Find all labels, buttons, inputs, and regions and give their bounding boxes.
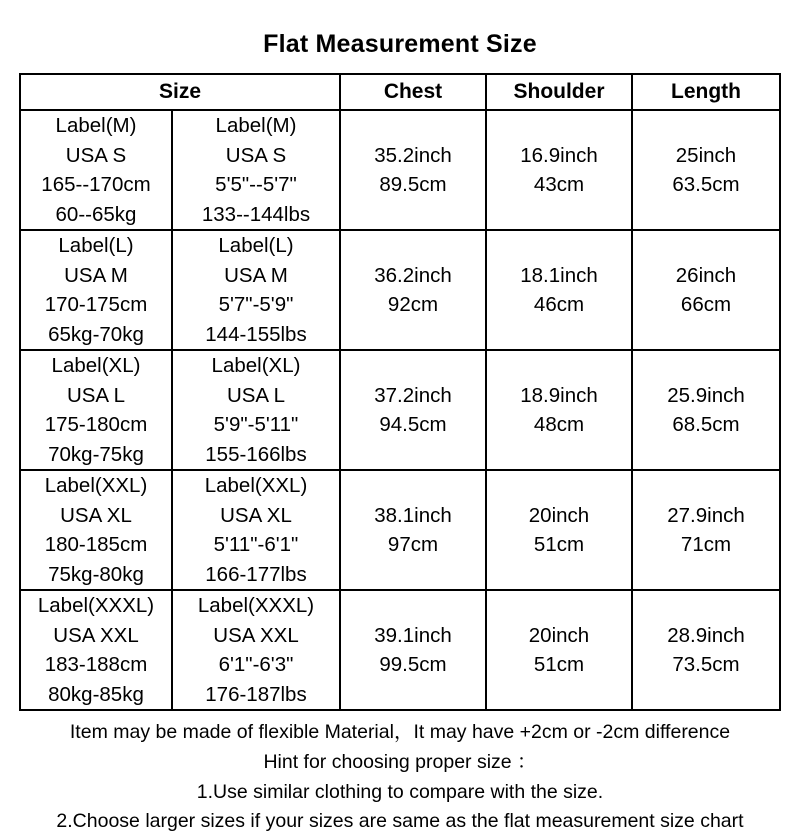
cell-size-imperial bbox=[172, 590, 340, 710]
text-line: 166-177lbs bbox=[205, 562, 307, 586]
text-line: Label(M) bbox=[215, 114, 297, 137]
text-line: Label(XXXL) bbox=[37, 594, 155, 618]
cell-chest bbox=[340, 470, 486, 590]
notes-section bbox=[18, 718, 782, 837]
text-line: 5'7"-5'9" bbox=[218, 293, 294, 317]
cell-size-metric bbox=[20, 110, 172, 230]
text-line: Label(M) bbox=[55, 114, 137, 137]
cell-size-metric bbox=[20, 350, 172, 470]
text-line: USA S bbox=[225, 143, 287, 167]
text-line: 51cm bbox=[533, 653, 585, 677]
text-line: 60--65kg bbox=[55, 202, 137, 226]
text-line: 26inch bbox=[675, 263, 737, 287]
cell-length bbox=[632, 230, 780, 350]
cell-shoulder bbox=[486, 230, 632, 350]
column-header-chest: Chest bbox=[340, 74, 486, 110]
text-line: USA M bbox=[64, 263, 128, 287]
text-line: Label(XL) bbox=[211, 354, 301, 378]
text-line: 36.2inch bbox=[374, 263, 452, 287]
table-row bbox=[20, 470, 780, 590]
text-line: 27.9inch bbox=[667, 503, 745, 527]
text-line: Label(L) bbox=[218, 234, 294, 258]
note-line: Hint for choosing proper size ： bbox=[263, 750, 537, 773]
cell-size-imperial bbox=[172, 470, 340, 590]
text-line: 155-166lbs bbox=[205, 442, 307, 466]
cell-shoulder bbox=[486, 590, 632, 710]
cell-size-metric bbox=[20, 470, 172, 590]
cell-chest bbox=[340, 350, 486, 470]
text-line: 180-185cm bbox=[44, 533, 148, 557]
text-line: 89.5cm bbox=[379, 173, 447, 197]
text-line: 133--144lbs bbox=[201, 202, 311, 226]
text-line: 183-188cm bbox=[44, 653, 148, 677]
header-row bbox=[20, 74, 780, 110]
text-line: 37.2inch bbox=[374, 383, 452, 407]
text-line: 99.5cm bbox=[379, 653, 447, 677]
text-line: 66cm bbox=[680, 293, 732, 317]
cell-chest bbox=[340, 590, 486, 710]
text-line: 75kg-80kg bbox=[48, 562, 144, 586]
column-header-length: Length bbox=[632, 74, 780, 110]
cell-shoulder bbox=[486, 110, 632, 230]
text-line: 28.9inch bbox=[667, 623, 745, 647]
text-line: 65kg-70kg bbox=[48, 322, 144, 346]
text-line: Label(XL) bbox=[51, 354, 141, 378]
text-line: 46cm bbox=[533, 293, 585, 317]
note-line: 1.Use similar clothing to compare with the size. bbox=[196, 780, 604, 803]
text-line: 70kg-75kg bbox=[48, 442, 144, 466]
text-line: 5'11"-6'1" bbox=[213, 533, 299, 557]
text-line: 16.9inch bbox=[520, 143, 598, 167]
text-line: 92cm bbox=[387, 293, 439, 317]
cell-length bbox=[632, 350, 780, 470]
cell-shoulder bbox=[486, 350, 632, 470]
text-line: USA M bbox=[224, 263, 288, 287]
text-line: 18.1inch bbox=[520, 263, 598, 287]
text-line: 43cm bbox=[533, 173, 585, 197]
cell-length bbox=[632, 470, 780, 590]
text-line: 48cm bbox=[533, 413, 585, 437]
text-line: USA S bbox=[65, 143, 127, 167]
cell-chest bbox=[340, 230, 486, 350]
cell-length bbox=[632, 590, 780, 710]
text-line: 165--170cm bbox=[41, 173, 151, 197]
text-line: 20inch bbox=[528, 503, 590, 527]
column-header-shoulder: Shoulder bbox=[486, 74, 632, 110]
text-line: USA L bbox=[66, 383, 126, 407]
text-line: 97cm bbox=[387, 533, 439, 557]
text-line: Label(XXL) bbox=[44, 474, 148, 498]
text-line: 94.5cm bbox=[379, 413, 447, 437]
text-line: 175-180cm bbox=[44, 413, 148, 437]
cell-size-metric bbox=[20, 590, 172, 710]
page-title: Flat Measurement Size bbox=[263, 30, 537, 58]
text-line: Label(XXXL) bbox=[197, 594, 315, 618]
text-line: Label(XXL) bbox=[204, 474, 308, 498]
table-row bbox=[20, 110, 780, 230]
text-line: 73.5cm bbox=[672, 653, 740, 677]
cell-size-imperial bbox=[172, 110, 340, 230]
text-line: 5'5"--5'7" bbox=[215, 173, 297, 197]
table-row bbox=[20, 230, 780, 350]
text-line: USA XL bbox=[60, 503, 132, 527]
text-line: 170-175cm bbox=[44, 293, 148, 317]
text-line: Label(L) bbox=[58, 234, 134, 258]
text-line: 39.1inch bbox=[374, 623, 452, 647]
table-row bbox=[20, 590, 780, 710]
cell-size-metric bbox=[20, 230, 172, 350]
text-line: 18.9inch bbox=[520, 383, 598, 407]
note-line: 2.Choose larger sizes if your sizes are same as the flat measurement size chart bbox=[56, 810, 744, 833]
flat-measurement-table bbox=[19, 73, 781, 711]
text-line: 38.1inch bbox=[374, 503, 452, 527]
cell-size-imperial bbox=[172, 230, 340, 350]
table-header bbox=[20, 74, 780, 110]
text-line: 5'9"-5'11" bbox=[213, 413, 299, 437]
note-line: Item may be made of flexible Material，It may have +2cm or -2cm difference bbox=[69, 721, 731, 744]
cell-length bbox=[632, 110, 780, 230]
table-body bbox=[20, 110, 780, 710]
size-chart-page bbox=[0, 30, 800, 833]
text-line: 71cm bbox=[680, 533, 732, 557]
text-line: 51cm bbox=[533, 533, 585, 557]
cell-chest bbox=[340, 110, 486, 230]
text-line: 63.5cm bbox=[672, 173, 740, 197]
text-line: USA XXL bbox=[213, 623, 299, 647]
text-line: USA XXL bbox=[53, 623, 139, 647]
table-row bbox=[20, 350, 780, 470]
text-line: 6'1"-6'3" bbox=[218, 653, 294, 677]
text-line: 68.5cm bbox=[672, 413, 740, 437]
cell-size-imperial bbox=[172, 350, 340, 470]
column-header-size: Size bbox=[20, 74, 340, 110]
text-line: 25.9inch bbox=[667, 383, 745, 407]
text-line: 20inch bbox=[528, 623, 590, 647]
text-line: 144-155lbs bbox=[205, 322, 307, 346]
text-line: USA XL bbox=[220, 503, 292, 527]
text-line: 35.2inch bbox=[374, 143, 452, 167]
text-line: 80kg-85kg bbox=[48, 682, 144, 706]
cell-shoulder bbox=[486, 470, 632, 590]
text-line: 176-187lbs bbox=[205, 682, 307, 706]
text-line: 25inch bbox=[675, 143, 737, 167]
text-line: USA L bbox=[226, 383, 286, 407]
